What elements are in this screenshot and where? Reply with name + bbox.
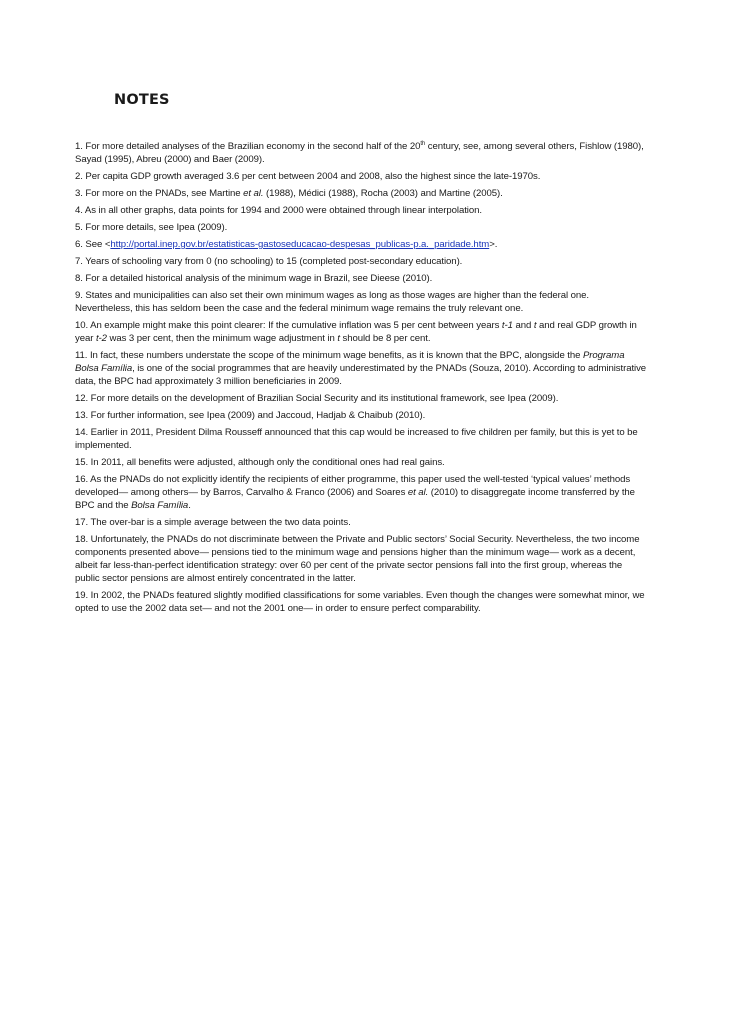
note-16-text-a: 16. As the PNADs do not explicitly identify the recipients of either programme, this paper used the well-tested ‘typical values’ methods developed— among others— by Barros, Carvalho & Franco (2006) and Soares — [75, 474, 631, 498]
note-11 — [75, 349, 647, 388]
note-9: 9. States and municipalities can also set their own minimum wages as long as those wages are higher than the federal one. Nevertheless, this has seldom been the case and the federal minimum wage remains the truly relevant one. — [75, 290, 590, 314]
note-10-text-b: and — [512, 320, 534, 331]
note-10-italic-3: t-2 — [95, 333, 107, 344]
note-8: 8. For a detailed historical analysis of the minimum wage in Brazil, see Dieese (2010). — [75, 273, 433, 284]
note-3 — [75, 187, 647, 200]
note-3-text-b: (1988), Médici (1988), Rocha (2003) and Martine (2005). — [263, 188, 503, 199]
note-16-text-b: (2010) to disaggregate income transferred by the BPC and the — [75, 487, 635, 511]
note-19: 19. In 2002, the PNADs featured slightly modified classifications for some variables. Even though the changes were somewhat minor, we opted to use the 2002 data set— and not the 2001 one— in order to ensure perfect comparability. — [75, 590, 645, 614]
note-18: 18. Unfortunately, the PNADs do not discriminate between the Private and Public sectors’ Social Security. Nevertheless, the two income components presented above— pensions tied to the minimum wage and pensions higher than the minimum wage— work as a decent, albeit far less-than-perfect identification strategy: over 60 per cent of the private sector pensions fall into the first group, whereas the public sector pensions are almost entirely concentrated in the latter. — [75, 534, 640, 584]
note-7: 7. Years of schooling vary from 0 (no schooling) to 15 (completed post-secondary education). — [75, 256, 463, 267]
note-10-italic-2: t — [533, 320, 537, 331]
note-3-italic: et al. — [243, 188, 264, 199]
note-14: 14. Earlier in 2011, President Dilma Rousseff announced that this cap would be increased to five children per family, but this is yet to be implemented. — [75, 427, 638, 451]
notes-list — [75, 140, 647, 619]
note-1 — [75, 140, 647, 166]
note-4: 4. As in all other graphs, data points for 1994 and 2000 were obtained through linear interpolation. — [75, 205, 482, 216]
note-6 — [75, 238, 647, 251]
note-10-text-c: and real GDP growth in year — [75, 320, 637, 344]
note-1-superscript: th — [420, 140, 426, 147]
note-6-text-b: >. — [489, 239, 498, 250]
note-10-text-e: should be 8 per cent. — [339, 333, 431, 344]
note-6-link[interactable]: http://portal.inep.gov.br/estatisticas-gastoseducacao-despesas_publicas-p.a._paridade.htm — [110, 239, 490, 250]
note-16-text-c: . — [188, 500, 191, 511]
note-6-text-a: 6. See < — [75, 239, 111, 250]
note-10 — [75, 319, 647, 345]
note-16-italic-1: et al. — [407, 487, 429, 498]
note-10-italic-1: t-1 — [501, 320, 513, 331]
notes-heading: NOTES — [114, 92, 170, 108]
note-15: 15. In 2011, all benefits were adjusted, although only the conditional ones had real gains. — [75, 457, 445, 468]
note-13: 13. For further information, see Ipea (2009) and Jaccoud, Hadjab & Chaibub (2010). — [75, 410, 426, 421]
note-10-italic-4: t — [337, 333, 340, 344]
note-10-text-a: 10. An example might make this point clearer: If the cumulative inflation was 5 per cent between years — [75, 320, 502, 331]
note-1-text-b: century, see, among several others, Fishlow (1980), Sayad (1995), Abreu (2000) and Baer (2009). — [75, 141, 644, 165]
note-2: 2. Per capita GDP growth averaged 3.6 per cent between 2004 and 2008, also the highest since the late-1970s. — [75, 171, 541, 182]
note-1-text-a: 1. For more detailed analyses of the Brazilian economy in the second half of the 20 — [75, 141, 421, 152]
note-16-italic-2: Bolsa Família — [131, 500, 189, 511]
note-11-text-b: , is one of the social programmes that are heavily underestimated by the PNADs (Souza, 2010). According to administrative data, the BPC had approximately 3 million beneficiaries in 2009. — [75, 363, 647, 387]
note-16 — [75, 473, 647, 512]
note-5: 5. For more details, see Ipea (2009). — [75, 222, 228, 233]
note-11-italic: Programa Bolsa Família — [75, 350, 625, 374]
note-3-text-a: 3. For more on the PNADs, see Martine — [75, 188, 244, 199]
note-17: 17. The over-bar is a simple average between the two data points. — [75, 517, 351, 528]
note-12: 12. For more details on the development of Brazilian Social Security and its institutional framework, see Ipea (2009). — [75, 393, 559, 404]
note-11-text-a: 11. In fact, these numbers understate the scope of the minimum wage benefits, as it is known that the BPC, alongside the — [75, 350, 583, 361]
note-10-text-d: was 3 per cent, then the minimum wage adjustment in — [106, 333, 338, 344]
